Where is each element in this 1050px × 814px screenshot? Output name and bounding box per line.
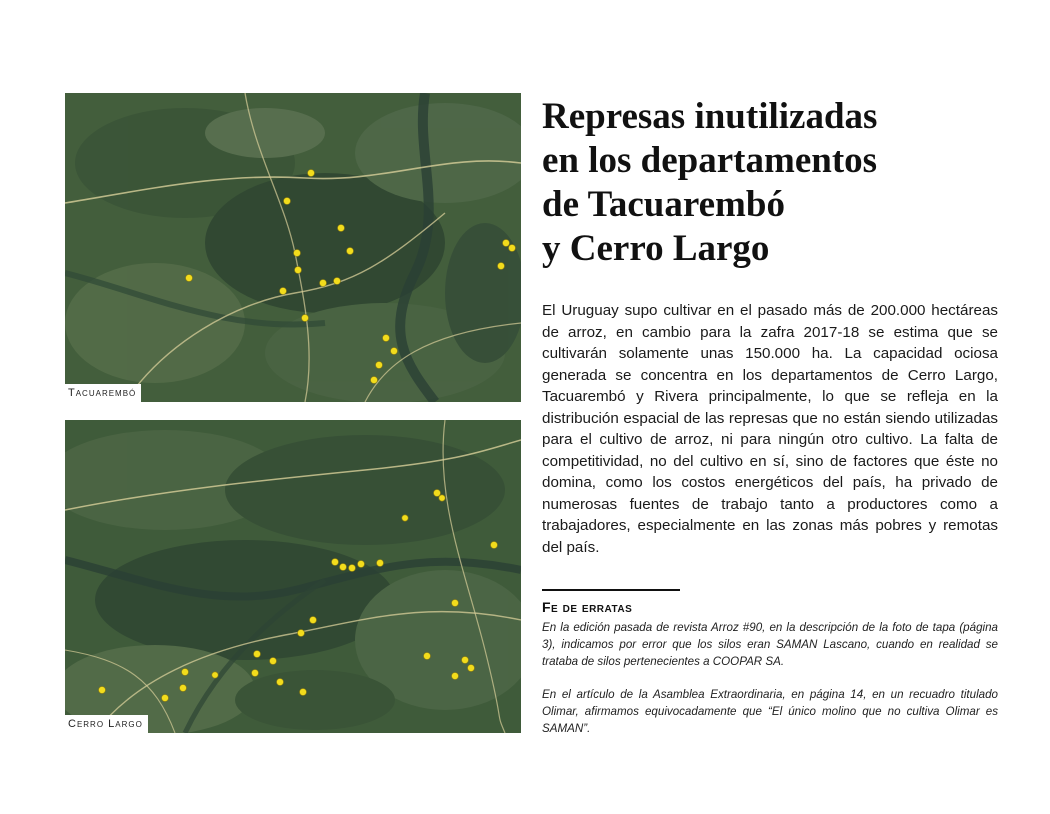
title-line: de Tacuarembó xyxy=(542,184,785,225)
title-line: y Cerro Largo xyxy=(542,228,770,269)
map-image xyxy=(65,93,521,402)
errata-paragraph: En el artículo de la Asamblea Extraordinaria, en página 14, en un recuadro titulado Olimar, afirmamos equivocadamente que “El único molino que no cultiva Olimar es SAMAN”. xyxy=(542,688,998,735)
map-image xyxy=(65,420,521,733)
errata-paragraph: En la edición pasada de revista Arroz #90, en la descripción de la foto de tapa (página 3), indicamos por error que los silos eran SAMAN Lascano, cuando en realidad se trataba de silos pertenecientes a COOPAR SA. xyxy=(542,621,998,668)
errata-title: Fe de erratas xyxy=(542,599,633,615)
title-line: Represas inutilizadas xyxy=(542,96,878,137)
section-divider xyxy=(542,589,680,591)
satellite-map-cerro-largo xyxy=(65,420,521,733)
satellite-map-tacuarembo xyxy=(65,93,521,402)
article-body: El Uruguay supo cultivar en el pasado más de 200.000 hectáreas de arroz, en cambio para la zafra 2017-18 se estima que se cultivarán solamente unas 150.000 ha. La capacidad ociosa generada se concentra en los departamentos de Cerro Largo, Tacuarembó y Rivera principalmente, lo que se refleja en la distribución espacial de las represas que no están siendo utilizadas para el cultivo de arroz, ni para ningún otro cultivo. La falta de competitividad, no del cultivo en sí, sino de factores que éste no domina, como los costos energéticos del país, ha privado de numerosas fuentes de trabajo tanto a productores como a trabajadores, especialmente en las zonas más pobres y remotas del país. xyxy=(542,302,998,556)
map-label-tacuarembo: Tacuarembó xyxy=(65,384,141,402)
article-title xyxy=(542,95,1012,271)
map-label-cerro-largo: Cerro Largo xyxy=(65,715,148,733)
title-line: en los departamentos xyxy=(542,140,878,181)
